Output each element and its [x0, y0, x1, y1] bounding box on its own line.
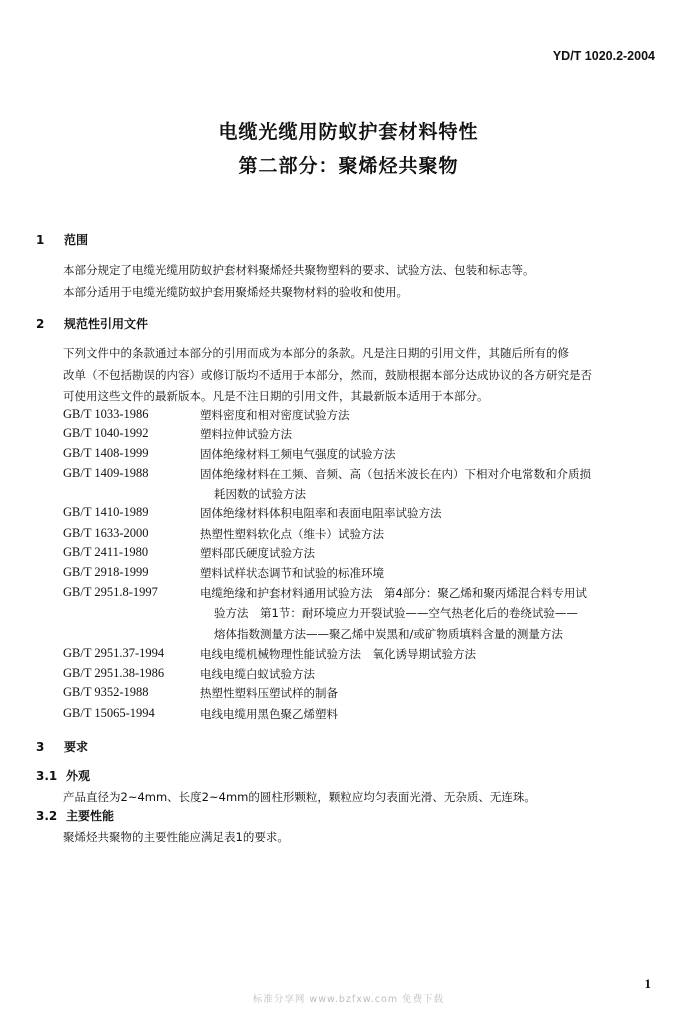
ref-code: GB/T 15065-1994 — [63, 706, 155, 720]
ref-code: GB/T 2951.38-1986 — [63, 666, 165, 680]
ref-title: 电缆绝缘和护套材料通用试验方法 第4部分：聚乙烯和聚丙烯混合料专用试 — [200, 586, 587, 600]
ref-code: GB/T 1408-1999 — [63, 446, 149, 460]
ref-title: 固体绝缘材料在工频、音频、高（包括米波长在内）下相对介电常数和介质损 — [200, 467, 591, 481]
section-title: 要求 — [64, 740, 89, 754]
subsection-title: 主要性能 — [66, 809, 115, 823]
subsection-3-1-heading — [36, 767, 90, 784]
section-number: 3 — [36, 740, 45, 754]
ref-title: 固体绝缘材料体积电阻率和表面电阻率试验方法 — [200, 506, 442, 520]
section-title: 范围 — [64, 233, 89, 247]
ref-title: 电线电缆用黑色聚乙烯塑料 — [200, 707, 338, 721]
ref-code: GB/T 1410-1989 — [63, 505, 149, 519]
scope-paragraph-1: 本部分规定了电缆光缆用防蚁护套材料聚烯烃共聚物塑料的要求、试验方法、包装和标志等。 — [63, 263, 535, 277]
references-intro-line-1: 下列文件中的条款通过本部分的引用而成为本部分的条款。凡是注日期的引用文件，其随后所有的修 — [63, 346, 569, 360]
ref-title: 电线电缆白蚁试验方法 — [200, 667, 315, 681]
ref-title: 塑料密度和相对密度试验方法 — [200, 408, 350, 422]
subsection-title: 外观 — [66, 769, 91, 783]
standard-code: YD/T 1020.2-2004 — [552, 49, 655, 63]
ref-code: GB/T 1409-1988 — [63, 466, 149, 480]
document-title: 电缆光缆用防蚁护套材料特性 — [218, 121, 479, 143]
section-title: 规范性引用文件 — [64, 317, 149, 331]
ref-title: 塑料拉伸试验方法 — [200, 427, 292, 441]
ref-code: GB/T 1040-1992 — [63, 426, 149, 440]
ref-title-continuation: 熔体指数测量方法——聚乙烯中炭黑和/或矿物质填料含量的测量方法 — [214, 627, 563, 641]
ref-code: GB/T 2918-1999 — [63, 565, 149, 579]
watermark-footer: 标准分享网 www.bzfxw.com 免费下载 — [252, 994, 445, 1005]
references-intro-line-2: 改单（不包括勘误的内容）或修订版均不适用于本部分，然而，鼓励根据本部分达成协议的各方研究是否 — [63, 368, 592, 382]
section-1-heading — [36, 231, 88, 248]
references-intro-line-3: 可使用这些文件的最新版本。凡是不注日期的引用文件，其最新版本适用于本部分。 — [63, 389, 489, 403]
appearance-paragraph: 产品直径为2~4mm、长度2~4mm的圆柱形颗粒，颗粒应均匀表面光滑、无杂质、无连珠。 — [63, 790, 536, 804]
document-subtitle: 第二部分：聚烯烃共聚物 — [238, 155, 459, 177]
ref-title: 固体绝缘材料工频电气强度的试验方法 — [200, 447, 396, 461]
section-number: 2 — [36, 317, 45, 331]
subsection-3-2-heading — [36, 807, 114, 824]
ref-code: GB/T 2951.37-1994 — [63, 646, 165, 660]
ref-code: GB/T 1033-1986 — [63, 407, 149, 421]
ref-title: 塑料试样状态调节和试验的标准环境 — [200, 566, 384, 580]
ref-title: 热塑性塑料压塑试样的制备 — [200, 686, 338, 700]
ref-code: GB/T 2951.8-1997 — [63, 585, 158, 599]
ref-title-continuation: 耗因数的试验方法 — [214, 487, 306, 501]
section-3-heading — [36, 738, 88, 755]
ref-title-continuation: 验方法 第1节：耐环境应力开裂试验——空气热老化后的卷绕试验—— — [214, 606, 578, 620]
ref-title: 热塑性塑料软化点（维卡）试验方法 — [200, 527, 384, 541]
page-number: 1 — [644, 976, 651, 991]
section-2-heading — [36, 315, 148, 332]
ref-title: 电线电缆机械物理性能试验方法 氧化诱导期试验方法 — [200, 647, 476, 661]
performance-paragraph: 聚烯烃共聚物的主要性能应满足表1的要求。 — [63, 830, 289, 844]
subsection-number: 3.2 — [36, 809, 58, 823]
subsection-number: 3.1 — [36, 769, 58, 783]
ref-title: 塑料邵氏硬度试验方法 — [200, 546, 315, 560]
ref-code: GB/T 1633-2000 — [63, 526, 149, 540]
section-number: 1 — [36, 233, 45, 247]
scope-paragraph-2: 本部分适用于电缆光缆防蚁护套用聚烯烃共聚物材料的验收和使用。 — [63, 285, 408, 299]
ref-code: GB/T 2411-1980 — [63, 545, 149, 559]
ref-code: GB/T 9352-1988 — [63, 685, 149, 699]
